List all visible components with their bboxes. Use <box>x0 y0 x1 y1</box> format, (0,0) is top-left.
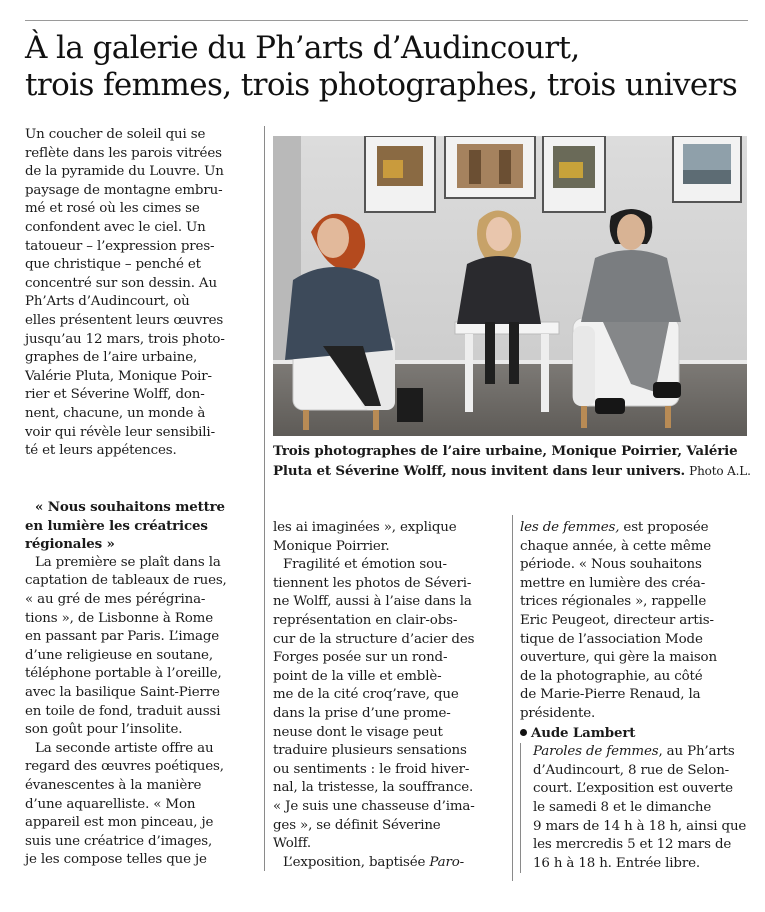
exposition-cont-line: de Marie-Pierre Renaud, la <box>520 687 701 703</box>
exposition-cont-line: mettre en lumière des créa- <box>520 575 706 591</box>
intro-line: tatoueur – l’expression pres- <box>25 238 215 254</box>
first-artist-line: captation de tableaux de rues, <box>25 573 227 589</box>
bullet-dot-icon <box>520 729 527 736</box>
second-artist-line: suis une créatrice d’images, <box>25 833 213 849</box>
first-artist-line: La première se plaît dans la <box>35 554 221 570</box>
exposition-text: L’exposition, baptisée <box>283 854 430 870</box>
practical-info-line: d’Audincourt, 8 rue de Selon- <box>533 762 730 778</box>
headline-line-1: À la galerie du Ph’arts d’Audincourt, <box>25 30 580 66</box>
third-artist-line: ges », se définit Séverine <box>273 817 441 833</box>
practical-info-line: le samedi 8 et le dimanche <box>533 799 712 815</box>
second-artist-line: d’une aquarelliste. « Mon <box>25 796 196 812</box>
exposition-cont-line: Eric Peugeot, directeur artis- <box>520 612 714 628</box>
third-artist-line: Wolff. <box>273 836 311 852</box>
intro-line: confondent avec le ciel. Un <box>25 219 206 235</box>
practical-info-line: les mercredis 5 et 12 mars de <box>533 837 732 853</box>
first-artist-line: en passant par Paris. L’image <box>25 629 220 645</box>
intro-line: reflète dans les parois vitrées <box>25 145 222 161</box>
third-artist-line: nal, la tristesse, la souffrance. <box>273 780 474 796</box>
intro-line: Valérie Pluta, Monique Poir- <box>25 368 212 384</box>
intro-line: mé et rosé où les cimes se <box>25 201 200 217</box>
paragraph-quote-end <box>273 519 505 556</box>
third-artist-line: me de la cité croq’rave, que <box>273 687 459 703</box>
headline-line-2: trois femmes, trois photographes, trois univers <box>25 67 738 103</box>
framed-photo-1 <box>365 136 435 212</box>
first-artist-line: téléphone portable à l’oreille, <box>25 666 222 682</box>
article-column-3 <box>520 519 752 873</box>
intro-line: Ph’Arts d’Audincourt, où <box>25 294 190 310</box>
first-artist-line: d’une religieuse en soutane, <box>25 647 213 663</box>
exposition-cont-line: tique de l’association Mode <box>520 631 703 647</box>
intro-line: que christique – penché et <box>25 257 201 273</box>
intro-line: paysage de montagne embru- <box>25 182 223 198</box>
exposition-cont-line: chaque année, à cette même <box>520 538 712 554</box>
paragraph-first-artist <box>25 554 261 740</box>
first-artist-line: son goût pour l’insolite. <box>25 722 183 738</box>
exposition-cont-line: période. « Nous souhaitons <box>520 557 702 573</box>
caption-text: Trois photographes de l’aire urbaine, Monique Poirrier, Valérie Pluta et Séverine Wolff, nous invitent dans leur univers. <box>273 443 738 479</box>
intro-paragraph <box>25 126 261 461</box>
practical-info-line: court. L’exposition est ouverte <box>533 781 733 797</box>
intro-line: concentré sur son dessin. Au <box>25 275 217 291</box>
exposition-cont-line: présidente. <box>520 705 596 721</box>
second-artist-line: regard des œuvres poétiques, <box>25 759 224 775</box>
headline <box>25 30 755 104</box>
intro-line: de la pyramide du Louvre. Un <box>25 164 224 180</box>
paragraph-exposition <box>273 854 505 873</box>
paragraph-second-artist <box>25 740 261 870</box>
exposition-cont-line: trices régionales », rappelle <box>520 594 707 610</box>
first-artist-line: avec la basilique Saint-Pierre <box>25 684 220 700</box>
author-name: Aude Lambert <box>531 724 636 741</box>
intro-line: graphes de l’aire urbaine, <box>25 350 198 366</box>
subheading-line: régionales » <box>25 536 115 553</box>
article-photo <box>273 136 747 436</box>
third-artist-line: cur de la structure d’acier des <box>273 631 475 647</box>
column-divider-2 <box>512 515 513 881</box>
third-artist-line: neuse dont le visage peut <box>273 724 443 740</box>
third-artist-line: Fragilité et émotion sou- <box>283 557 447 573</box>
paragraph-third-artist <box>273 556 505 854</box>
exposition-cont-line: de la photographie, au côté <box>520 668 703 684</box>
intro-line: rier et Séverine Wolff, don- <box>25 387 205 403</box>
exposition-title-start: Paro- <box>429 854 465 870</box>
intro-line: voir qui révèle leur sensibili- <box>25 424 215 440</box>
paragraph-exposition-cont <box>520 519 752 724</box>
subheading-line: en lumière les créatrices <box>25 517 208 534</box>
photo-caption <box>273 442 753 481</box>
practical-info-line: 9 mars de 14 h à 18 h, ainsi que <box>533 818 747 834</box>
intro-line: Un coucher de soleil qui se <box>25 127 206 142</box>
third-artist-line: dans la prise d’une prome- <box>273 705 451 721</box>
third-artist-line: ou sentiments : le froid hiver- <box>273 761 470 777</box>
framed-photo-3 <box>543 136 605 212</box>
column-divider <box>264 126 265 871</box>
top-rule <box>25 20 748 21</box>
first-artist-line: en toile de fond, traduit aussi <box>25 703 221 719</box>
first-artist-line: « au gré de mes pérégrina- <box>25 591 206 607</box>
third-artist-line: tiennent les photos de Séveri- <box>273 575 472 591</box>
subheading <box>25 498 261 554</box>
quote-end-line: les ai imaginées », explique <box>273 520 457 535</box>
article-column-1 <box>25 126 261 461</box>
second-artist-line: je les compose telles que je <box>25 852 207 868</box>
intro-line: jusqu’au 12 mars, trois photo- <box>25 331 225 347</box>
quote-end-line: Monique Poirrier. <box>273 538 390 554</box>
exposition-title-end: les de femmes, <box>520 520 620 535</box>
practical-info-box <box>520 743 752 873</box>
article-column-2 <box>273 519 505 872</box>
info-first-line: , au Ph’arts <box>658 744 735 760</box>
article-column-1-lower <box>25 498 261 870</box>
third-artist-line: point de la ville et emblè- <box>273 668 442 684</box>
photo-credit: Photo A.L. <box>689 463 751 478</box>
byline <box>520 724 752 743</box>
third-artist-line: traduire plusieurs sensations <box>273 743 467 759</box>
third-artist-line: représentation en clair-obs- <box>273 612 458 628</box>
practical-info-line: 16 h à 18 h. Entrée libre. <box>533 855 700 871</box>
framed-photo-2 <box>445 136 535 198</box>
second-artist-line: évanescentes à la manière <box>25 777 202 793</box>
first-artist-line: tions », de Lisbonne à Rome <box>25 610 214 626</box>
third-artist-line: Forges posée sur un rond- <box>273 650 448 666</box>
second-artist-line: appareil est mon pinceau, je <box>25 815 214 831</box>
third-artist-line: ne Wolff, aussi à l’aise dans la <box>273 594 472 610</box>
info-exhibition-title: Paroles de femmes <box>533 744 659 760</box>
intro-line: té et leurs appétences. <box>25 443 177 459</box>
exposition-cont-first: est proposée <box>619 520 709 535</box>
second-artist-line: La seconde artiste offre au <box>35 740 214 756</box>
intro-line: nent, chacune, un monde à <box>25 405 206 421</box>
third-artist-line: « Je suis une chasseuse d’ima- <box>273 798 475 814</box>
intro-line: elles présentent leurs œuvres <box>25 312 224 328</box>
subheading-line: « Nous souhaitons mettre <box>35 499 225 515</box>
framed-photo-4 <box>673 136 741 202</box>
exposition-cont-line: ouverture, qui gère la maison <box>520 650 717 666</box>
